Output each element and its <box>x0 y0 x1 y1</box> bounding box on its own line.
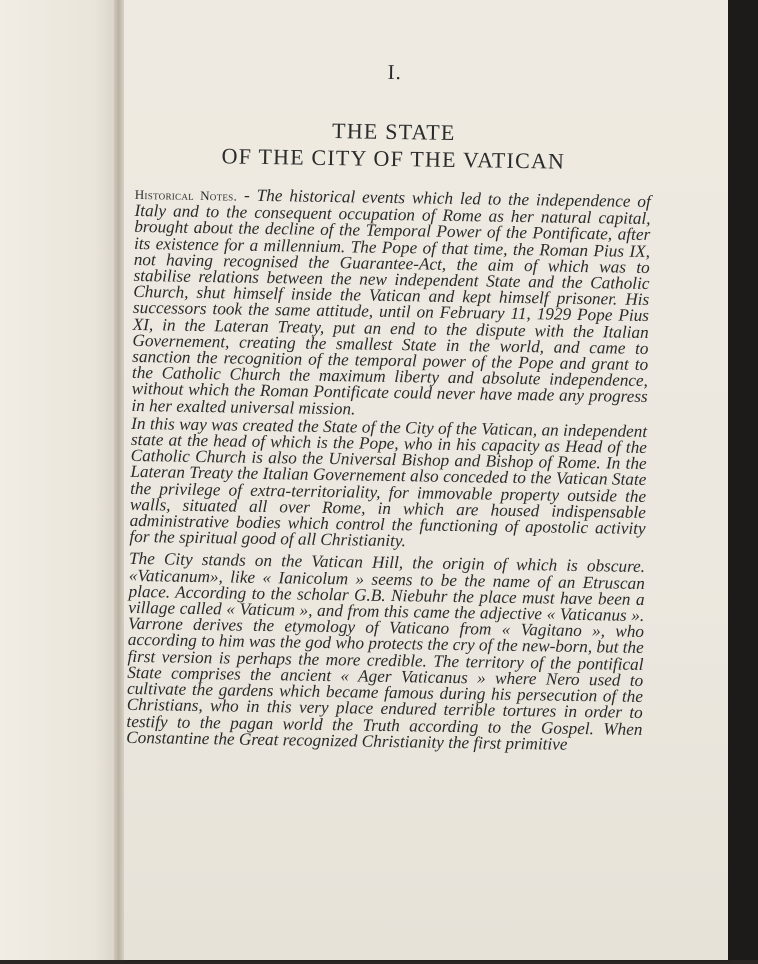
lead-label: Historical Notes. <box>134 186 238 204</box>
body-text <box>126 186 651 756</box>
chapter-number: I. <box>387 59 403 85</box>
title-line-2: OF THE CITY OF THE VATICAN <box>221 143 566 174</box>
paragraph-3: The City stands on the Vatican Hill, the origin of which is obscure. «Vaticanum», like « Ianicolum » seems to be the name of an Etruscan place. According to the scholar G.B. Niebuhr the place must have been a village called « Vaticum », and from this came the adjective « Vaticanus ». Varrone derives the etymology of Vaticano from « Vagitano », who according to him was the god who protects the cry of the new-born, but the first version is perhaps the more credible. The territory of the pontifical State comprises the ancient « Ager Vaticanus » where Nero used to cultivate the gardens which became famous during his persecution of the Christians, who in this very place endured terrible tortures in order to testify to the pagan world the Truth according to the Gospel. When Constantine the Great recognized Christianity the first primitive <box>126 549 646 754</box>
title-line-1: THE STATE <box>331 118 456 145</box>
paragraph-1-text: - The historical events which led to the independence of Italy and to the consequent occupation of Rome as her natural capital, brought about the decline of the Temporal Power of the Pontificate, after its existence for a millennium. The Pope of that time, the Roman Pius IX, not having recognised the Guarantee-Act, the aim of which was to stabilise relations between the new independent State and the Catholic Church, shut himself inside the Vatican and kept himself prisoner. His successors took the same attitude, until on February 11, 1929 Pope Pius XI, in the Lateran Treaty, put an end to the dispute with the Italian Governement, creating the smallest State in the world, and came to sanction the recognition of the temporal power of the Pope and grant to the Catholic Church the maximum liberty and absolute independence, without which the Roman Pontificate could never have made any progress in her exalted universal mission. <box>131 185 651 419</box>
paragraph-2: In this way was created the State of the City of the Vatican, an independent state at the head of which is the Pope, who in his capacity as Head of the Catholic Church is also the Universal Bishop and Bishop of Rome. In the Lateran Treaty the Italian Governement also conceded to the Vatican State the privilege of extra-territoriality, for immovable property outside the walls, situated all over Rome, in which are housed indispensable administrative bodies which control the functioning of apostolic activity for the spiritual good of all Christianity. <box>129 413 648 551</box>
page-content <box>121 0 656 964</box>
background-edge <box>728 0 758 960</box>
paragraph-1 <box>131 186 651 422</box>
chapter-title <box>133 114 654 176</box>
left-page <box>0 0 118 960</box>
